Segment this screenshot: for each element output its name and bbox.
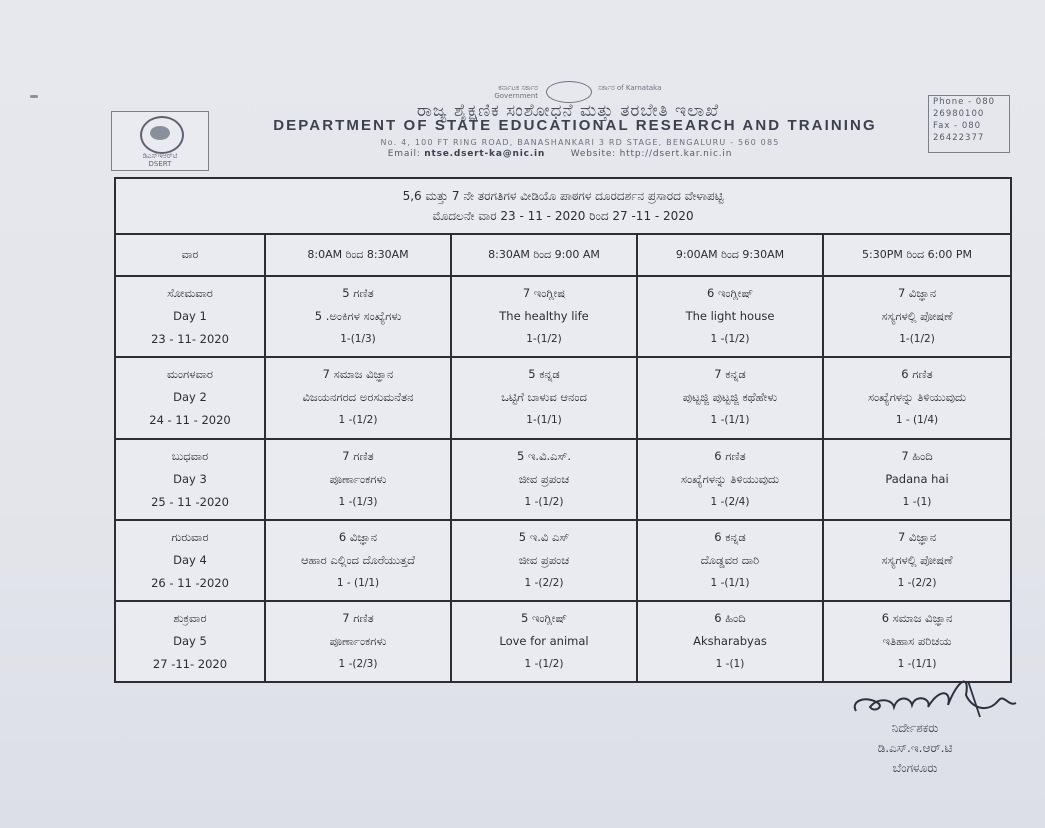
lesson-subject: 6 ವಿಜ್ಞಾನ <box>338 529 378 544</box>
lesson-cell <box>265 439 451 520</box>
table-row <box>115 276 1011 357</box>
lesson-part: 1 -(1/3) <box>338 495 378 508</box>
lesson-part: 1 -(1) <box>902 495 932 508</box>
day-number: Day 4 <box>173 552 207 567</box>
contact-line <box>280 149 840 159</box>
table-row <box>115 439 1011 520</box>
column-header-slot: 8:0AM ರಿಂದ 8:30AM <box>265 234 451 276</box>
lesson-cell <box>637 357 823 438</box>
schedule-title-line2: ಮೊದಲನೇ ವಾರ 23 - 11 - 2020 ರಿಂದ 27 -11 - 2020 <box>432 209 694 224</box>
day-number: Day 2 <box>173 390 207 405</box>
lesson-part: 1-(1/1) <box>526 414 562 427</box>
lesson-topic: ಆಹಾರ ಎಲ್ಲಿಂದ ದೊರೆಯುತ್ತದೆ <box>301 552 415 567</box>
lesson-part: 1 -(1/2) <box>338 414 378 427</box>
day-cell <box>115 276 265 357</box>
lesson-part: 1 -(1/1) <box>710 414 750 427</box>
table-row <box>115 520 1011 601</box>
lesson-subject: 6 ಗಣಿತ <box>714 448 746 463</box>
lesson-topic: The light house <box>685 309 775 324</box>
day-name: ಬುಧವಾರ <box>171 448 209 463</box>
lesson-topic: ಜೀವ ಪ್ರಪಂಚ <box>518 552 570 567</box>
fax-label: Fax - 080 <box>933 121 982 131</box>
lesson-subject: 7 ವಿಜ್ಞಾನ <box>897 529 937 544</box>
lesson-subject: 7 ಗಣಿತ <box>342 448 374 463</box>
lesson-subject: 7 ಇಂಗ್ಲೀಷ <box>522 286 566 301</box>
website-label: Website: <box>570 149 616 159</box>
lesson-topic: Padana hai <box>885 471 949 486</box>
schedule-table <box>114 177 1012 683</box>
website-url: http://dsert.kar.nic.in <box>619 149 733 159</box>
lesson-part: 1 -(2/2) <box>897 576 937 589</box>
scan-mark <box>30 95 38 98</box>
lesson-part: 1 -(1/2) <box>524 657 564 670</box>
lesson-cell <box>823 439 1011 520</box>
day-number: Day 1 <box>173 309 207 324</box>
lesson-subject: 5 ಇ.ವಿ ಎಸ್ <box>518 529 570 544</box>
lesson-part: 1-(1/2) <box>899 333 935 346</box>
lesson-subject: 7 ಕನ್ನಡ <box>714 367 746 382</box>
day-date: 24 - 11 - 2020 <box>149 413 231 428</box>
lesson-cell <box>265 357 451 438</box>
lesson-subject: 6 ಇಂಗ್ಲೀಷ್ <box>706 286 754 301</box>
lesson-topic: ದೊಡ್ಡವರ ದಾರಿ <box>700 552 760 567</box>
lesson-cell <box>265 520 451 601</box>
lesson-topic: ಸಸ್ಯಗಳಲ್ಲಿ ಪೋಷಣೆ <box>881 309 953 324</box>
email-address: ntse.dsert-ka@nic.in <box>424 149 546 159</box>
lesson-topic: Love for animal <box>499 633 589 648</box>
day-name: ಗುರುವಾರ <box>171 529 209 544</box>
day-cell <box>115 357 265 438</box>
lesson-cell <box>637 439 823 520</box>
lesson-cell <box>823 276 1011 357</box>
day-date: 27 -11- 2020 <box>152 656 228 671</box>
lesson-part: 1 -(1/2) <box>710 333 750 346</box>
logo-label: ಡಿಎಸ್‌ಇಆರ್‌ಟಿ <box>142 152 178 160</box>
signatory-org: ಡಿ.ಎಸ್.ಇ.ಆರ್.ಟಿ <box>877 741 953 755</box>
english-title: DEPARTMENT OF STATE EDUCATIONAL RESEARCH AND TRAINING <box>273 117 877 134</box>
government-label-left: ಕರ್ನಾಟಕ ಸರ್ಕಾರ Government <box>494 84 538 100</box>
day-name: ಮಂಗಳವಾರ <box>166 367 214 382</box>
lesson-subject: 5 ಗಣಿತ <box>342 286 374 301</box>
day-number: Day 3 <box>173 471 207 486</box>
lesson-cell <box>265 276 451 357</box>
kannada-title: ರಾಜ್ಯ ಶೈಕ್ಷಣಿಕ ಸಂಶೋಧನೆ ಮತ್ತು ತರಬೇತಿ ಇಲಾಖೆ <box>416 101 720 121</box>
lesson-topic: ಸಂಖ್ಯೆಗಳನ್ನು ತಿಳಿಯುವುದು <box>867 390 967 405</box>
lesson-topic: ಸಂಖ್ಯೆಗಳನ್ನು ತಿಳಿಯುವುದು <box>680 471 780 486</box>
dsert-logo <box>111 111 209 171</box>
lesson-subject: 7 ಸಮಾಜ ವಿಜ್ಞಾನ <box>322 367 394 382</box>
lesson-cell <box>637 276 823 357</box>
lesson-part: 1 -(1/1) <box>710 576 750 589</box>
lesson-cell <box>451 520 637 601</box>
day-date: 25 - 11 -2020 <box>151 494 229 509</box>
lesson-part: 1 -(1/2) <box>524 495 564 508</box>
phone-label: Phone - 080 <box>933 97 996 107</box>
column-header-slot: 9:00AM ರಿಂದ 9:30AM <box>637 234 823 276</box>
phone-number: 26980100 <box>933 109 985 119</box>
lesson-topic: ಜೀವ ಪ್ರಪಂಚ <box>518 471 570 486</box>
lesson-topic: ಸಸ್ಯಗಳಲ್ಲಿ ಪೋಷಣೆ <box>881 552 953 567</box>
lesson-part: 1 -(2/2) <box>524 576 564 589</box>
lesson-cell <box>637 520 823 601</box>
lesson-cell <box>451 601 637 682</box>
signatory-title: ನಿರ್ದೇಶಕರು <box>891 721 939 735</box>
fax-number: 26422377 <box>933 133 985 143</box>
column-header-day: ವಾರ <box>115 234 265 276</box>
logo-seal-icon <box>140 116 184 154</box>
handwritten-signature <box>848 673 1023 723</box>
lesson-cell <box>451 357 637 438</box>
lesson-subject: 5 ಇ.ವಿ.ಎಸ್. <box>516 448 572 463</box>
lesson-subject: 6 ಕನ್ನಡ <box>714 529 746 544</box>
day-number: Day 5 <box>173 633 207 648</box>
lesson-subject: 6 ಗಣಿತ <box>901 367 933 382</box>
signatory-city: ಬೆಂಗಳೂರು <box>892 761 938 775</box>
lesson-cell <box>823 520 1011 601</box>
lesson-topic: ಪೂರ್ಣಾಂಕಗಳು <box>329 633 387 648</box>
table-row <box>115 357 1011 438</box>
schedule-title <box>115 178 1011 234</box>
day-date: 26 - 11 -2020 <box>151 575 229 590</box>
lesson-cell <box>451 439 637 520</box>
column-header-slot: 5:30PM ರಿಂದ 6:00 PM <box>823 234 1011 276</box>
lesson-part: 1 -(1) <box>715 657 745 670</box>
lesson-subject: 6 ಸಮಾಜ ವಿಜ್ಞಾನ <box>881 610 953 625</box>
address: No. 4, 100 FT RING ROAD, BANASHANKARI 3 RD STAGE, BENGALURU - 560 085 <box>380 138 780 147</box>
table-row <box>115 601 1011 682</box>
lesson-cell <box>823 357 1011 438</box>
lesson-topic: 5 .ಅಂಕಿಗಳ ಸಂಖ್ಯೆಗಳು <box>314 309 402 324</box>
lesson-topic: ಪೂರ್ಣಾಂಕಗಳು <box>329 471 387 486</box>
lesson-topic: The healthy life <box>499 309 589 324</box>
lesson-part: 1-(1/3) <box>340 333 376 346</box>
lesson-part: 1 -(2/4) <box>710 495 750 508</box>
lesson-part: 1 -(1/1) <box>897 657 937 670</box>
email-label: Email: <box>387 149 421 159</box>
lesson-subject: 7 ಗಣಿತ <box>342 610 374 625</box>
lesson-part: 1 - (1/4) <box>895 414 939 427</box>
government-label-right: ಸರ್ಕಾರ of Karnataka <box>598 84 662 92</box>
lesson-subject: 5 ಕನ್ನಡ <box>528 367 560 382</box>
day-cell <box>115 520 265 601</box>
schedule-body <box>115 276 1011 682</box>
lesson-part: 1 -(2/3) <box>338 657 378 670</box>
day-name: ಶುಕ್ರವಾರ <box>173 610 207 625</box>
day-name: ಸೋಮವಾರ <box>167 286 213 301</box>
lesson-subject: 5 ಇಂಗ್ಲೀಷ್ <box>520 610 568 625</box>
lesson-cell <box>637 601 823 682</box>
lesson-subject: 7 ಹಿಂದಿ <box>901 448 933 463</box>
government-emblem-icon <box>546 81 592 103</box>
lesson-cell <box>451 276 637 357</box>
lesson-topic: ವಿಜಯನಗರದ ಅರಸುಮನೆತನ <box>302 390 414 405</box>
phone-fax-box <box>928 95 1010 153</box>
schedule-title-line1: 5,6 ಮತ್ತು 7 ನೇ ತರಗತಿಗಳ ವೀಡಿಯೊ ಪಾಠಗಳ ದೂರದರ್ಶನ ಪ್ರಸಾರದ ವೇಳಾಪಟ್ಟಿ <box>402 189 724 204</box>
day-cell <box>115 601 265 682</box>
lesson-cell <box>823 601 1011 682</box>
lesson-subject: 7 ವಿಜ್ಞಾನ <box>897 286 937 301</box>
lesson-subject: 6 ಹಿಂದಿ <box>714 610 746 625</box>
table-title-row <box>115 178 1011 234</box>
lesson-part: 1 - (1/1) <box>336 576 380 589</box>
lesson-part: 1-(1/2) <box>526 333 562 346</box>
column-header-slot: 8:30AM ರಿಂದ 9:00 AM <box>451 234 637 276</box>
lesson-topic: ಒಟ್ಟಿಗೆ ಬಾಳುವ ಆನಂದ <box>501 390 587 405</box>
day-cell <box>115 439 265 520</box>
lesson-cell <box>265 601 451 682</box>
day-date: 23 - 11- 2020 <box>151 332 229 347</box>
lesson-topic: ಇತಿಹಾಸ ಪರಿಚಯ <box>882 633 952 648</box>
lesson-topic: ಪುಟ್ಟಜ್ಜಿ ಪುಟ್ಟಜ್ಜಿ ಕಥೆಹೇಳು <box>682 390 778 405</box>
logo-sublabel: DSERT <box>148 160 172 168</box>
lesson-topic: Aksharabyas <box>693 633 767 648</box>
table-header-row <box>115 234 1011 276</box>
